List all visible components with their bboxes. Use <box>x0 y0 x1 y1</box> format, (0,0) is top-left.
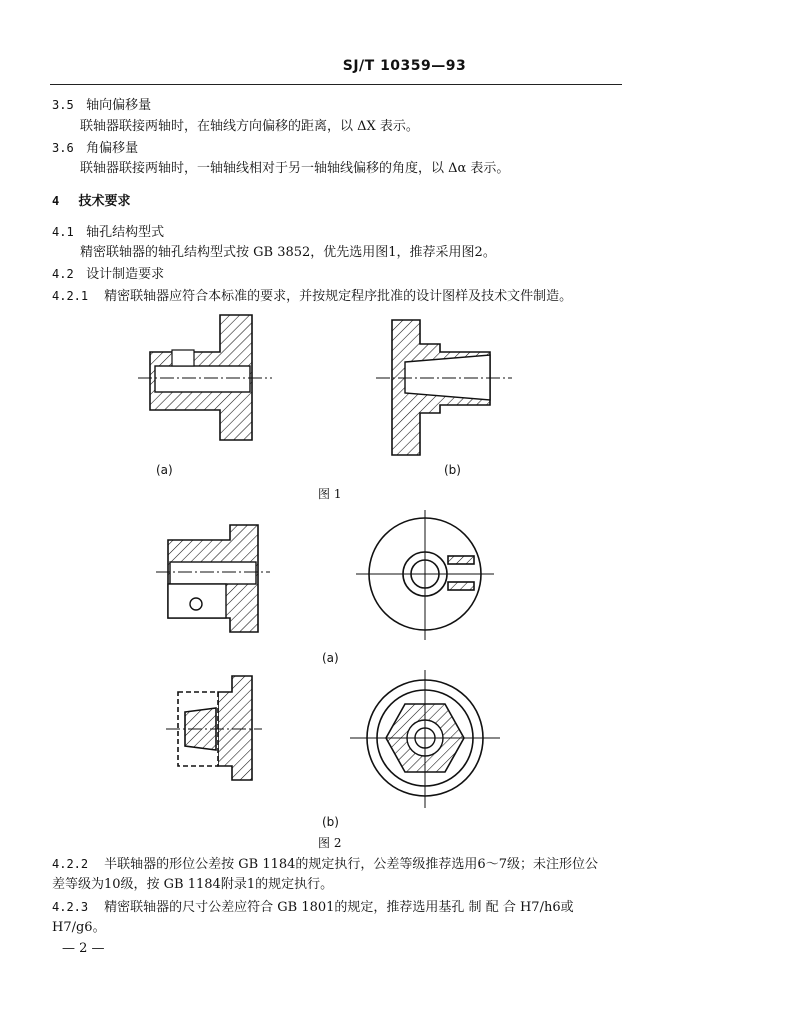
figure-1a-drawing <box>138 315 272 440</box>
section-title: 设计制造要求 <box>86 267 165 282</box>
figure-2-caption: 图 2 <box>318 836 342 850</box>
figure-2b-label: (b) <box>322 815 339 829</box>
section-number: 4.2.3 <box>52 900 89 914</box>
section-number: 3.5 <box>52 98 74 112</box>
section-title: 角偏移量 <box>86 141 139 156</box>
section-body-line-1: 半联轴器的形位公差按 GB 1184的规定执行，公差等级推荐选用6～7级；未注形位公 <box>104 857 598 872</box>
figure-1b-label: (b) <box>444 463 461 477</box>
figure-1-caption: 图 1 <box>318 487 342 501</box>
section-4-2-3 <box>52 898 574 917</box>
section-4-2-2-line-2: 差等级为10级，按 GB 1184附录1的规定执行。 <box>52 877 334 892</box>
section-number: 4 <box>52 194 60 208</box>
section-number: 3.6 <box>52 141 74 155</box>
section-title: 轴孔结构型式 <box>86 225 165 240</box>
section-number: 4.2.2 <box>52 857 89 871</box>
section-title: 技术要求 <box>78 194 131 209</box>
figure-1b-drawing <box>376 320 512 455</box>
figure-2b-front-drawing <box>350 670 500 808</box>
section-body: 精密联轴器应符合本标准的要求，并按规定程序批准的设计图样及技术文件制造。 <box>104 289 573 304</box>
document-header: SJ/T 10359—93 <box>342 58 467 74</box>
figure-2a-label: (a) <box>322 651 339 665</box>
section-number: 4.2.1 <box>52 289 89 303</box>
figure-2b-side-drawing <box>166 676 262 780</box>
figure-1a-label: (a) <box>156 463 173 477</box>
section-3-5-body: 联轴器联接两轴时，在轴线方向偏移的距离，以 ΔX 表示。 <box>80 119 419 134</box>
figure-2a-side-drawing <box>156 525 270 632</box>
section-number: 4.1 <box>52 225 74 239</box>
section-3-6-body: 联轴器联接两轴时，一轴轴线相对于另一轴轴线偏移的角度，以 Δα 表示。 <box>80 161 510 176</box>
section-4-2-3-line-2: H7/g6。 <box>52 920 106 935</box>
section-number: 4.2 <box>52 267 74 281</box>
figure-2a-front-drawing <box>356 510 494 640</box>
section-4-1-body: 精密联轴器的轴孔结构型式按 GB 3852，优先选用图1，推荐采用图2。 <box>80 245 496 260</box>
section-4-2-2 <box>52 855 598 874</box>
page-number: — 2 — <box>62 941 105 956</box>
section-body-line-1: 精密联轴器的尺寸公差应符合 GB 1801的规定，推荐选用基孔 制 配 合 H7/h6或 <box>104 900 574 915</box>
section-title: 轴向偏移量 <box>86 98 152 113</box>
